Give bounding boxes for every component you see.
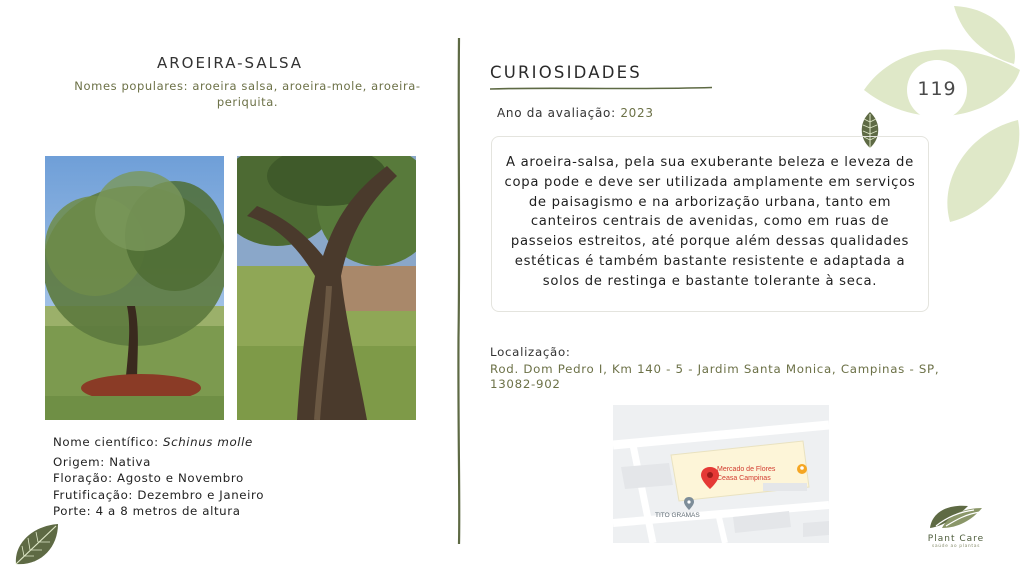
brand-tagline: saúde ao plantas xyxy=(931,544,981,549)
flowering-row xyxy=(53,470,264,487)
map-other-label: TITO GRAMAS xyxy=(655,512,700,519)
popular-names xyxy=(50,78,445,110)
evaluation-year-value: 2023 xyxy=(620,106,654,120)
evaluation-year-label: Ano da avaliação: xyxy=(497,106,616,120)
plant-care-logo xyxy=(928,502,984,532)
fruiting-row xyxy=(53,487,264,504)
scientific-name-label: Nome científico: xyxy=(53,435,159,449)
tree-photo-trunk xyxy=(237,156,416,420)
fruiting-value: Dezembro e Janeiro xyxy=(137,487,265,502)
column-divider xyxy=(455,38,463,544)
location-label: Localização: xyxy=(490,345,571,359)
size-label: Porte: xyxy=(53,504,92,518)
curiosities-title: CURIOSIDADES xyxy=(490,63,642,82)
page-number: 119 xyxy=(917,78,957,100)
size-value: 4 a 8 metros de altura xyxy=(95,504,241,518)
scientific-name-value: Schinus molle xyxy=(163,435,253,449)
location-address: Rod. Dom Pedro I, Km 140 - 5 - Jardim Santa Monica, Campinas - SP, 13082-902 xyxy=(490,362,940,391)
brand-name: Plant Care xyxy=(927,534,985,544)
scientific-name-row xyxy=(53,434,264,451)
corner-leaf-icon xyxy=(12,522,60,568)
size-row xyxy=(53,503,264,520)
plant-facts xyxy=(53,434,264,520)
plant-name: AROEIRA-SALSA xyxy=(156,54,304,72)
curiosities-text: A aroeira-salsa, pela sua exuberante beleza e leveza de copa pode e deve ser utilizada amplamente em serviços de paisagismo e na arborização urbana, tanto em canteiros centrais de avenidas, como em ruas de passeios estreitos, até porque além dessas qualidades estéticas é também bastante resistente e adaptada a solos de restinga e bastante tolerante à seca. xyxy=(491,136,929,312)
title-underline xyxy=(490,86,712,91)
origin-row xyxy=(53,454,264,471)
flowering-value: Agosto e Novembro xyxy=(117,471,244,485)
origin-label: Origem: xyxy=(53,454,105,469)
evaluation-year xyxy=(497,106,654,120)
fruiting-label: Frutificação: xyxy=(53,487,134,502)
popular-names-label: Nomes populares: xyxy=(74,79,189,93)
map-pin-label: Mercado de Flores Ceasa Campinas xyxy=(717,466,776,482)
location-map[interactable] xyxy=(613,405,829,543)
origin-value: Nativa xyxy=(109,454,151,469)
tree-photo-full xyxy=(45,156,224,420)
flowering-label: Floração: xyxy=(53,471,113,485)
popular-names-value: aroeira salsa, aroeira-mole, aroeira-periquita. xyxy=(192,79,421,109)
